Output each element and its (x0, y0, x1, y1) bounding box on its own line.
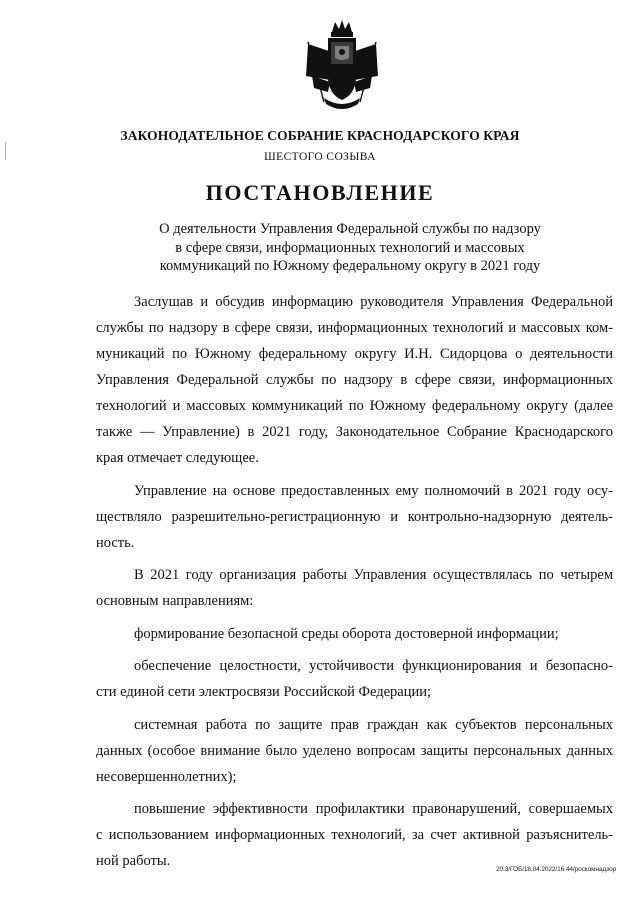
text-line: ность. (96, 534, 135, 551)
text-line: с использованием информационных технологий, за счет активной разъяснитель- (96, 827, 613, 843)
document-body (96, 289, 613, 881)
paragraph (96, 562, 613, 614)
coat-of-arms-icon (302, 18, 382, 110)
text-line: службы по надзору в сфере связи, информационных технологий и массовых ком- (96, 320, 613, 336)
text-line: несовершеннолетних); (96, 768, 237, 785)
text-line: также — Управление) в 2021 году, Законодательное Собрание Краснодарского (96, 424, 613, 440)
list-item (96, 621, 613, 647)
paragraph (96, 478, 613, 556)
text-line: края отмечает следующее. (96, 450, 259, 466)
document-code: 20.3/ГОБ/18.04.2022/16:44/роскомнадзор (496, 866, 616, 873)
document-type: ПОСТАНОВЛЕНИЕ (205, 180, 435, 205)
organization-name: ЗАКОНОДАТЕЛЬНОЕ СОБРАНИЕ КРАСНОДАРСКОГО КРАЯ (120, 128, 520, 143)
list-item (96, 712, 613, 790)
list-item (96, 653, 613, 705)
text-line: технологий и массовых коммуникаций по Южному федеральному округу (далее (96, 398, 613, 414)
text-line: формирование безопасной среды оборота достоверной информации; (134, 625, 559, 642)
subject-line: коммуникаций по Южному федеральному округу в 2021 году (159, 258, 541, 274)
text-line: обеспечение целостности, устойчивости функционирования и безопасно- (134, 658, 613, 674)
text-line: основным направлениям: (96, 593, 254, 609)
text-line: муникаций по Южному федеральному округу И.Н. Сидорцова о деятельности (96, 346, 613, 362)
text-line: Заслушав и обсудив информацию руководителя Управления Федеральной (134, 294, 613, 310)
text-line: системная работа по защите прав граждан как субъектов персональных (134, 716, 613, 733)
text-line: ществляло разрешительно-регистрационную и контрольно-надзорную деятель- (96, 508, 613, 525)
subject-line: О деятельности Управления Федеральной службы по надзору (159, 221, 541, 237)
document-subject (0, 220, 640, 276)
convocation: ШЕСТОГО СОЗЫВА (264, 151, 376, 163)
text-line: повышение эффективности профилактики правонарушений, совершаемых (134, 801, 613, 817)
text-line: данных (особое внимание было уделено вопросам защиты персональных данных (96, 742, 613, 759)
subject-line: в сфере связи, информационных технологий и массовых (175, 239, 525, 256)
text-line: сти единой сети электросвязи Российской Федерации; (96, 684, 432, 700)
text-line: Управления Федеральной службы по надзору в сфере связи, информационных (96, 372, 613, 388)
text-line: ной работы. (96, 853, 171, 869)
text-line: В 2021 году организация работы Управления осуществлялась по четырем (134, 567, 613, 583)
list-item (96, 796, 613, 874)
paragraph (96, 289, 613, 471)
text-line: Управление на основе предоставленных ему полномочий в 2021 году осу- (134, 482, 613, 499)
